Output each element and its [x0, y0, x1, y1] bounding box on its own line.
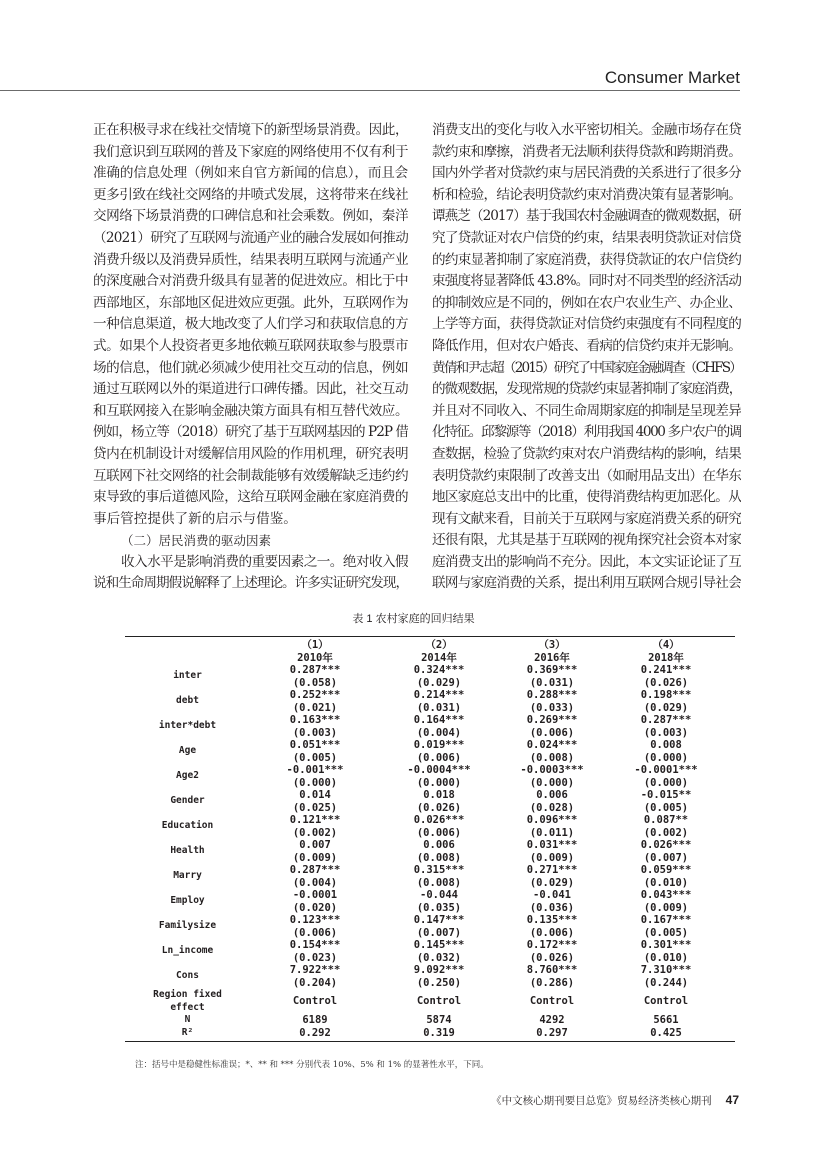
table-cell — [380, 664, 498, 689]
table-cell — [250, 914, 380, 939]
coefficient: 0.051*** — [289, 739, 341, 751]
standard-error: (0.000) — [416, 776, 462, 789]
table-cell — [498, 839, 606, 864]
standard-error: (0.032) — [416, 951, 462, 964]
coefficient: 0.269*** — [526, 714, 578, 726]
section-heading: （二）居民消费的驱动因素 — [121, 533, 272, 549]
standard-error: (0.000) — [643, 776, 689, 789]
table-cell — [498, 764, 606, 789]
table-cell — [250, 664, 380, 689]
table-cell: 0.319 — [423, 1026, 455, 1039]
text-line: 国内外学者对贷款约束与居民消费的关系进行了很多分 — [432, 165, 741, 182]
text-line: 式。如果个人投资者更多地依赖互联网获取参与股票市 — [93, 337, 408, 354]
standard-error: (0.006) — [416, 751, 462, 764]
text-line: 贷内在机制设计对缓解信用风险的作用机理，研究表明 — [93, 445, 408, 462]
coefficient: 0.024*** — [526, 739, 578, 751]
left-column-text — [93, 120, 408, 595]
coefficient: 0.164*** — [413, 714, 465, 726]
standard-error: (0.036) — [529, 901, 575, 914]
table-row — [125, 889, 735, 914]
table-cell — [606, 664, 726, 689]
standard-error: (0.020) — [292, 901, 338, 914]
standard-error: (0.009) — [529, 851, 575, 864]
row-label: Age2 — [176, 770, 199, 782]
table-cell — [606, 864, 726, 889]
standard-error: (0.244) — [643, 976, 689, 989]
row-label: inter*debt — [158, 720, 217, 732]
page-footer — [491, 1093, 739, 1108]
standard-error: (0.286) — [529, 976, 575, 989]
standard-error: (0.007) — [643, 851, 689, 864]
table-cell — [606, 889, 726, 914]
text-line: 通过互联网以外的渠道进行口碑传播。因此，社交互动 — [93, 381, 408, 398]
coefficient: 0.147*** — [413, 914, 465, 926]
row-label: R² — [181, 1026, 194, 1038]
table-cell — [250, 814, 380, 839]
coefficient: 0.369*** — [526, 664, 578, 676]
table-cell: 0.292 — [299, 1026, 331, 1039]
row-label: Familysize — [158, 920, 217, 932]
text-line: 还很有限，尤其是基于互联网的视角探究社会资本对家 — [432, 532, 741, 549]
coefficient: -0.0004*** — [407, 764, 471, 776]
table-row — [125, 914, 735, 939]
coefficient: 0.121*** — [289, 814, 341, 826]
coefficient: -0.0001 — [292, 889, 338, 901]
text-line: 束强度将显著降低 43.8%。同时对不同类型的经济活动 — [432, 273, 741, 290]
text-line: 款约束和摩擦，消费者无法顺利获得贷款和跨期消费。 — [432, 143, 741, 160]
coefficient: 9.092*** — [413, 964, 465, 976]
table-cell — [606, 764, 726, 789]
table-row — [125, 689, 735, 714]
table-cell — [498, 864, 606, 889]
coefficient: 0.006 — [423, 839, 455, 851]
coefficient: 0.163*** — [289, 714, 341, 726]
table-cell — [606, 689, 726, 714]
column-header — [498, 639, 606, 664]
coefficient: 0.014 — [299, 789, 331, 801]
standard-error: (0.029) — [643, 701, 689, 714]
table-cell — [380, 714, 498, 739]
table-cell — [250, 764, 380, 789]
table-cell — [498, 814, 606, 839]
text-line: 准确的信息处理（例如来自官方新闻的信息），而且会 — [93, 165, 408, 182]
row-label: Gender — [170, 795, 205, 807]
table-cell — [606, 939, 726, 964]
text-line: 化特征。邱黎源等（2018）利用我国 4000 多户农户的调 — [432, 424, 741, 441]
standard-error: (0.004) — [416, 726, 462, 739]
table-cell — [606, 714, 726, 739]
text-line: 和互联网接入在影响金融决策方面具有相互替代效应。 — [93, 402, 408, 419]
coefficient: 0.287*** — [640, 714, 692, 726]
table-cell — [380, 789, 498, 814]
coefficient: 0.214*** — [413, 689, 465, 701]
table-cell — [498, 664, 606, 689]
coefficient: 0.008 — [650, 739, 682, 751]
text-line: 降低作用，但对农户婚丧、看病的信贷约束并无影响。 — [432, 337, 741, 354]
standard-error: (0.058) — [292, 676, 338, 689]
coefficient: -0.001*** — [286, 764, 344, 776]
table-caption: 表 1 农村家庭的回归结果 — [352, 613, 475, 625]
coefficient: 0.087** — [643, 814, 689, 826]
text-line: 收入水平是影响消费的重要因素之一。绝对收入假 — [121, 553, 408, 570]
text-line: 联网与家庭消费的关系，提出利用互联网合规引导社会 — [432, 575, 741, 592]
text-line: 更多引致在线社交网络的井喷式发展，这将带来在线社 — [93, 186, 408, 203]
text-line: 西部地区，东部地区促进效应更强。此外，互联网作为 — [93, 294, 408, 311]
regression-table — [125, 636, 735, 1042]
text-line: 现有文献来看，目前关于互联网与家庭消费关系的研究 — [432, 510, 741, 527]
table-cell — [606, 964, 726, 989]
coefficient: 0.006 — [536, 789, 568, 801]
table-cell — [606, 839, 726, 864]
table-row — [125, 664, 735, 689]
right-column-text — [432, 120, 741, 595]
text-line: 交网络下场景消费的口碑信息和社会乘数。例如，秦洋 — [93, 208, 408, 225]
coefficient: 0.198*** — [640, 689, 692, 701]
table-cell: Control — [529, 995, 575, 1008]
coefficient: 0.043*** — [640, 889, 692, 901]
text-line: （2021）研究了互联网与流通产业的融合发展如何推动 — [93, 229, 408, 246]
table-cell — [380, 814, 498, 839]
column-year: 2010年 — [297, 651, 333, 664]
table-cell — [250, 864, 380, 889]
text-line: 的微观数据，发现常规的贷款约束显著抑制了家庭消费， — [432, 381, 741, 398]
table-row — [125, 864, 735, 889]
row-label: inter — [173, 670, 202, 682]
text-line: 说和生命周期假说解释了上述理论。许多实证研究发现， — [93, 575, 408, 592]
standard-error: (0.008) — [529, 751, 575, 764]
table-row — [125, 714, 735, 739]
standard-error: (0.026) — [643, 676, 689, 689]
standard-error: (0.003) — [643, 726, 689, 739]
table-cell — [606, 789, 726, 814]
text-line: 黄倩和尹志超（2015）研究了中国家庭金融调查（CHFS） — [432, 359, 741, 376]
standard-error: (0.006) — [292, 926, 338, 939]
standard-error: (0.010) — [643, 876, 689, 889]
standard-error: (0.011) — [529, 826, 575, 839]
table-cell — [380, 914, 498, 939]
table-cell — [380, 689, 498, 714]
page-number: 47 — [725, 1093, 739, 1107]
table-cell — [606, 814, 726, 839]
standard-error: (0.025) — [292, 801, 338, 814]
row-label: Cons — [176, 970, 199, 982]
column-year: 2016年 — [534, 651, 570, 664]
table-cell — [380, 739, 498, 764]
table-row — [125, 739, 735, 764]
text-line: 查数据，检验了贷款约束对农户消费结构的影响，结果 — [432, 445, 741, 462]
coefficient: 0.288*** — [526, 689, 578, 701]
standard-error: (0.035) — [416, 901, 462, 914]
standard-error: (0.002) — [292, 826, 338, 839]
coefficient: 0.031*** — [526, 839, 578, 851]
table-cell: Control — [416, 995, 462, 1008]
table-row-n-row — [125, 1014, 735, 1027]
standard-error: (0.029) — [529, 876, 575, 889]
table-cell — [380, 939, 498, 964]
table-row — [125, 839, 735, 864]
coefficient: 7.310*** — [640, 964, 692, 976]
footer-journal: 《中文核心期刊要目总览》贸易经济类核心期刊 — [491, 1095, 712, 1107]
table-row — [125, 964, 735, 989]
standard-error: (0.031) — [416, 701, 462, 714]
text-line: 场的信息，他们就必须减少使用社交互动的信息，例如 — [93, 359, 408, 376]
table-cell — [250, 889, 380, 914]
row-label: Health — [170, 845, 205, 857]
table-cell — [380, 889, 498, 914]
text-line: 表明贷款约束限制了改善支出（如耐用品支出）在华东 — [432, 467, 741, 484]
table-header-row — [125, 639, 735, 664]
text-line: 究了贷款证对农户信贷的约束，结果表明贷款证对信贷 — [432, 229, 741, 246]
table-row — [125, 764, 735, 789]
standard-error: (0.005) — [292, 751, 338, 764]
text-line: 例如，杨立等（2018）研究了基于互联网基因的 P2P 借 — [93, 424, 408, 441]
standard-error: (0.250) — [416, 976, 462, 989]
table-note: 注：括号中是稳健性标准误；*、** 和 *** 分别代表 10%、5% 和 1% 的显著性水平，下同。 — [135, 1060, 489, 1070]
standard-error: (0.026) — [529, 951, 575, 964]
table-cell — [250, 939, 380, 964]
table-cell: 4292 — [539, 1014, 565, 1026]
column-number: （3） — [538, 639, 566, 651]
text-line: 束导致的事后道德风险，这给互联网金融在家庭消费的 — [93, 489, 408, 506]
coefficient: -0.015** — [640, 789, 692, 801]
table-cell — [380, 964, 498, 989]
standard-error: (0.031) — [529, 676, 575, 689]
coefficient: 0.135*** — [526, 914, 578, 926]
table-cell — [498, 789, 606, 814]
coefficient: 0.154*** — [289, 939, 341, 951]
table-cell — [250, 839, 380, 864]
row-label: Region fixed effect — [153, 989, 222, 1013]
column-number: （4） — [652, 639, 680, 651]
table-row — [125, 789, 735, 814]
text-line: 上学等方面，获得贷款证对信贷约束强度有不同程度的 — [432, 316, 741, 333]
row-label: Age — [178, 745, 197, 757]
text-line: 的抑制效应是不同的，例如在农户农业生产、办企业、 — [432, 294, 741, 311]
standard-error: (0.000) — [643, 751, 689, 764]
standard-error: (0.023) — [292, 951, 338, 964]
standard-error: (0.009) — [292, 851, 338, 864]
row-label: N — [184, 1014, 191, 1025]
coefficient: 0.241*** — [640, 664, 692, 676]
text-line: 正在积极寻求在线社交情境下的新型场景消费。因此， — [93, 122, 408, 138]
running-header — [0, 66, 740, 91]
coefficient: 0.019*** — [413, 739, 465, 751]
standard-error: (0.009) — [643, 901, 689, 914]
standard-error: (0.005) — [643, 801, 689, 814]
column-header — [606, 639, 726, 664]
text-line: 庭消费支出的影响尚不充分。因此，本文实证论证了互 — [432, 553, 741, 570]
standard-error: (0.002) — [643, 826, 689, 839]
text-line: 一种信息渠道，极大地改变了人们学习和获取信息的方 — [93, 316, 408, 333]
coefficient: -0.0003*** — [520, 764, 584, 776]
text-line: 的深度融合对消费升级具有显著的促进效应。相比于中 — [93, 273, 408, 290]
standard-error: (0.006) — [529, 726, 575, 739]
table-cell — [498, 689, 606, 714]
coefficient: 0.026*** — [413, 814, 465, 826]
text-line: 析和检验，结论表明贷款约束对消费决策有显著影响。 — [432, 186, 741, 203]
standard-error: (0.021) — [292, 701, 338, 714]
coefficient: 7.922*** — [289, 964, 341, 976]
column-header — [250, 639, 380, 664]
table-cell — [250, 964, 380, 989]
coefficient: -0.044 — [420, 889, 458, 901]
column-year: 2014年 — [421, 651, 457, 664]
coefficient: 0.096*** — [526, 814, 578, 826]
table-cell — [250, 714, 380, 739]
standard-error: (0.000) — [292, 776, 338, 789]
table-cell — [498, 739, 606, 764]
standard-error: (0.204) — [292, 976, 338, 989]
text-line: 互联网下社交网络的社会制裁能够有效缓解缺乏违约约 — [93, 467, 408, 484]
coefficient: 0.301*** — [640, 939, 692, 951]
table-cell — [498, 889, 606, 914]
column-number: （1） — [301, 639, 329, 651]
standard-error: (0.006) — [416, 826, 462, 839]
table-row-r2-row — [125, 1027, 735, 1040]
coefficient: 0.059*** — [640, 864, 692, 876]
table-cell — [250, 789, 380, 814]
coefficient: 0.324*** — [413, 664, 465, 676]
text-line: 地区家庭总支出中的比重，使得消费结构更加恶化。从 — [432, 489, 741, 506]
table-cell: 5874 — [426, 1014, 452, 1026]
coefficient: 0.167*** — [640, 914, 692, 926]
coefficient: 0.026*** — [640, 839, 692, 851]
journal-section-title: Consumer Market — [604, 68, 740, 87]
text-line: 消费升级以及消费异质性，结果表明互联网与流通产业 — [93, 251, 408, 268]
table-row — [125, 814, 735, 839]
standard-error: (0.000) — [529, 776, 575, 789]
text-line: 的约束显著抑制了家庭消费，获得贷款证的农户信贷约 — [432, 251, 741, 268]
table-cell — [606, 914, 726, 939]
standard-error: (0.004) — [292, 876, 338, 889]
table-cell — [250, 689, 380, 714]
table-cell: Control — [643, 995, 689, 1008]
text-line: 消费支出的变化与收入水平密切相关。金融市场存在贷 — [432, 122, 741, 138]
row-label: Employ — [170, 895, 205, 907]
table-cell: Control — [292, 995, 338, 1008]
coefficient: 0.172*** — [526, 939, 578, 951]
standard-error: (0.005) — [643, 926, 689, 939]
column-number: （2） — [425, 639, 453, 651]
standard-error: (0.010) — [643, 951, 689, 964]
coefficient: -0.0001*** — [634, 764, 698, 776]
text-line: 我们意识到互联网的普及下家庭的网络使用不仅有利于 — [93, 143, 408, 160]
table-cell — [498, 914, 606, 939]
row-label: Ln_income — [161, 945, 214, 957]
column-year: 2018年 — [648, 651, 684, 664]
row-label: debt — [176, 695, 199, 707]
table-cell — [498, 964, 606, 989]
standard-error: (0.006) — [529, 926, 575, 939]
coefficient: 0.287*** — [289, 664, 341, 676]
table-cell: 0.297 — [536, 1026, 568, 1039]
coefficient: 0.287*** — [289, 864, 341, 876]
column-header — [380, 639, 498, 664]
table-cell: 0.425 — [650, 1026, 682, 1039]
table-cell — [498, 939, 606, 964]
coefficient: -0.041 — [533, 889, 571, 901]
standard-error: (0.008) — [416, 851, 462, 864]
table-cell: 5661 — [653, 1014, 679, 1026]
standard-error: (0.033) — [529, 701, 575, 714]
standard-error: (0.028) — [529, 801, 575, 814]
standard-error: (0.007) — [416, 926, 462, 939]
table-cell: 6189 — [302, 1014, 328, 1026]
coefficient: 0.145*** — [413, 939, 465, 951]
text-line: 并且对不同收入、不同生命周期家庭的抑制是呈现差异 — [432, 402, 741, 419]
standard-error: (0.008) — [416, 876, 462, 889]
coefficient: 0.271*** — [526, 864, 578, 876]
table-cell — [498, 714, 606, 739]
standard-error: (0.029) — [416, 676, 462, 689]
row-label: Education — [161, 820, 214, 832]
coefficient: 0.007 — [299, 839, 331, 851]
table-row — [125, 939, 735, 964]
row-label: Marry — [173, 870, 202, 882]
table-cell — [380, 764, 498, 789]
coefficient: 0.315*** — [413, 864, 465, 876]
standard-error: (0.003) — [292, 726, 338, 739]
table-row-region-row — [125, 989, 735, 1014]
coefficient: 0.123*** — [289, 914, 341, 926]
table-cell — [606, 739, 726, 764]
coefficient: 0.252*** — [289, 689, 341, 701]
coefficient: 0.018 — [423, 789, 455, 801]
table-cell — [250, 739, 380, 764]
table-cell — [380, 839, 498, 864]
text-line: 事后管控提供了新的启示与借鉴。 — [93, 510, 297, 527]
table-cell — [380, 864, 498, 889]
text-line: 谭燕芝（2017）基于我国农村金融调查的微观数据，研 — [432, 208, 741, 225]
coefficient: 8.760*** — [526, 964, 578, 976]
standard-error: (0.026) — [416, 801, 462, 814]
